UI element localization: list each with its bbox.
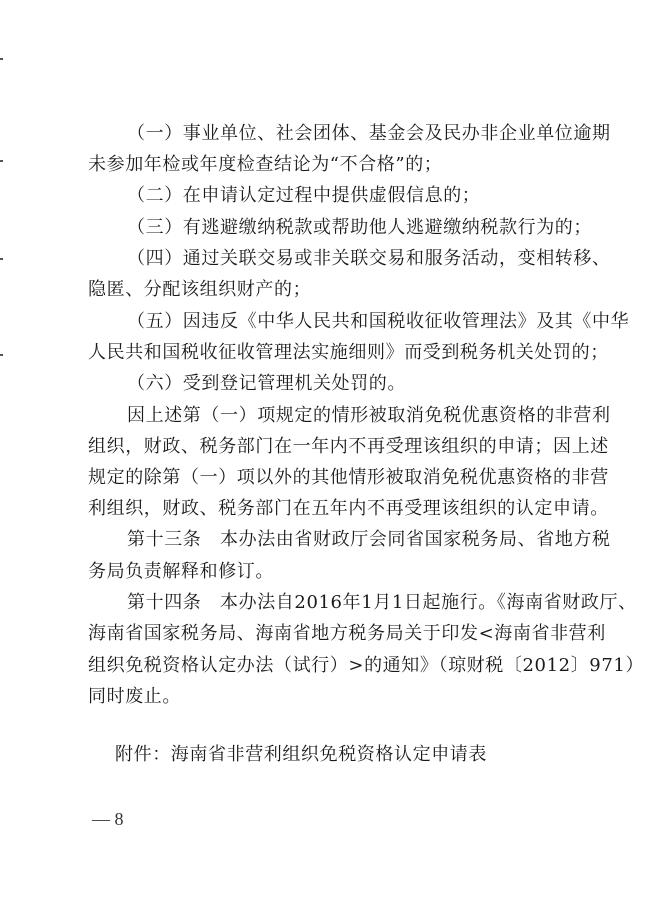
body-line: （六）受到登记管理机关处罚的。 bbox=[127, 373, 406, 394]
body-line: （三）有逃避缴纳税款或帮助他人逃避缴纳税款行为的； bbox=[127, 217, 592, 238]
body-line: （二）在申请认定过程中提供虚假信息的； bbox=[127, 185, 481, 206]
body-line: 利组织，财政、税务部门在五年内不再受理该组织的认定申请。 bbox=[88, 498, 609, 519]
body-line: 同时废止。 bbox=[88, 686, 181, 707]
attachment-line: 附件：海南省非营利组织免税资格认定申请表 bbox=[115, 744, 487, 765]
page-number: — 8 bbox=[92, 809, 124, 829]
binding-mark bbox=[0, 354, 3, 356]
body-line: 第十四条 本办法自2016年1月1日起施行。《海南省财政厅、 bbox=[127, 592, 637, 613]
body-line: 组织免税资格认定办法（试行）>的通知》（琼财税〔2012〕971） bbox=[88, 655, 645, 676]
body-line: 规定的除第（一）项以外的其他情形被取消免税优惠资格的非营 bbox=[88, 467, 609, 488]
binding-mark bbox=[0, 58, 3, 60]
body-line: 第十三条 本办法由省财政厅会同省国家税务局、省地方税 bbox=[127, 529, 611, 550]
body-line: 未参加年检或年度检查结论为“不合格”的； bbox=[88, 154, 443, 175]
body-line: 海南省国家税务局、海南省地方税务局关于印发<海南省非营利 bbox=[88, 623, 606, 644]
binding-mark bbox=[0, 258, 3, 260]
body-line: 隐匿、分配该组织财产的； bbox=[88, 279, 312, 300]
binding-mark bbox=[0, 160, 3, 162]
body-line: 组织，财政、税务部门在一年内不再受理该组织的申请；因上述 bbox=[88, 436, 609, 457]
body-line: （一）事业单位、社会团体、基金会及民办非企业单位逾期 bbox=[127, 123, 611, 144]
body-line: 因上述第（一）项规定的情形被取消免税优惠资格的非营利 bbox=[127, 405, 611, 426]
body-line: 务局负责解释和修订。 bbox=[88, 561, 274, 582]
body-line: （四）通过关联交易或非关联交易和服务活动，变相转移、 bbox=[127, 248, 611, 269]
body-line: （五）因违反《中华人民共和国税收征收管理法》及其《中华 bbox=[127, 311, 630, 332]
body-line: 人民共和国税收征收管理法实施细则》而受到税务机关处罚的； bbox=[88, 342, 609, 363]
